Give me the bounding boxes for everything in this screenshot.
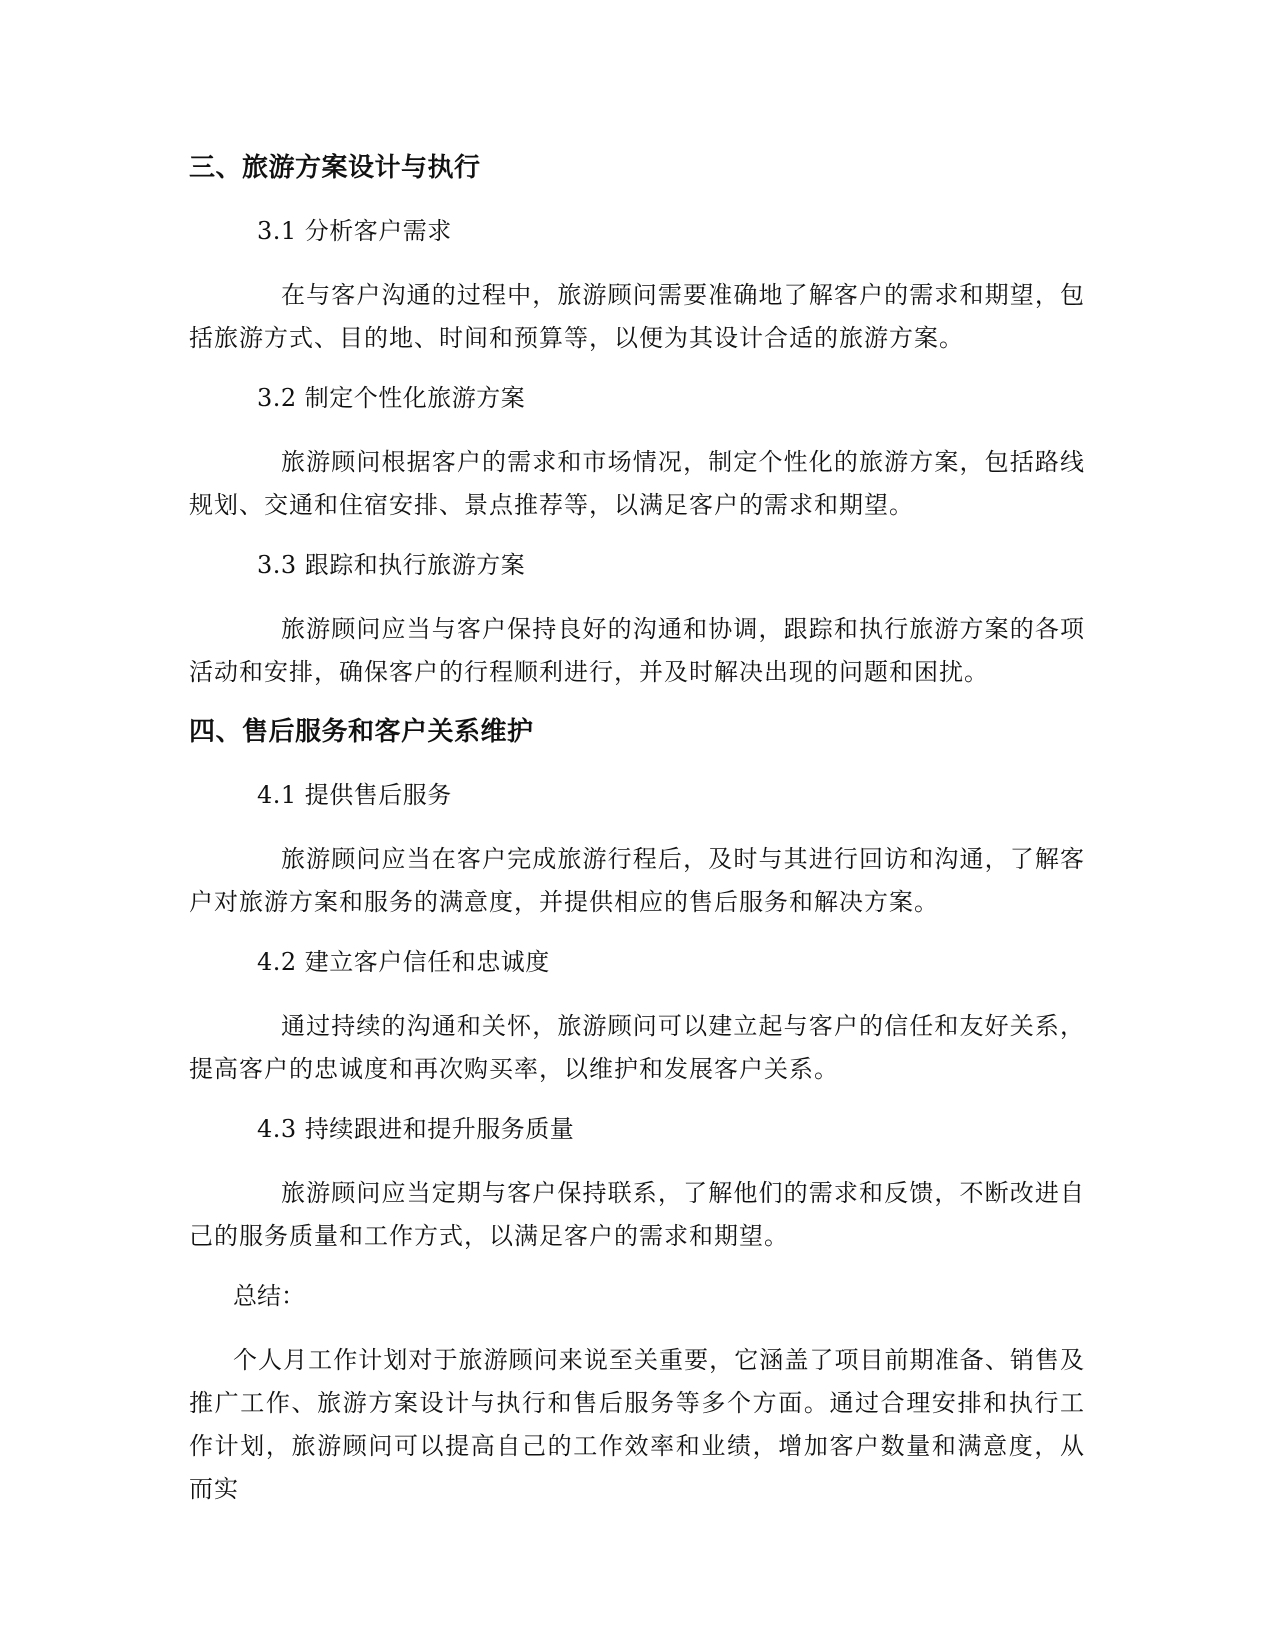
paragraph-3-1: 在与客户沟通的过程中，旅游顾问需要准确地了解客户的需求和期望，包括旅游方式、目的地、时间和预算等，以便为其设计合适的旅游方案。 xyxy=(189,281,1085,352)
summary-label: 总结： xyxy=(233,1282,305,1310)
subheading-4-2: 4.2 建立客户信任和忠诚度 xyxy=(257,948,550,976)
subheading-4-1: 4.1 提供售后服务 xyxy=(257,781,452,809)
section-heading-4: 四、售后服务和客户关系维护 xyxy=(189,717,534,747)
paragraph-4-3: 旅游顾问应当定期与客户保持联系，了解他们的需求和反馈，不断改进自己的服务质量和工作方式，以满足客户的需求和期望。 xyxy=(189,1179,1085,1250)
document-body xyxy=(189,150,1085,1511)
section-heading-3: 三、旅游方案设计与执行 xyxy=(189,153,481,183)
subheading-3-1: 3.1 分析客户需求 xyxy=(257,217,452,245)
paragraph-3-2: 旅游顾问根据客户的需求和市场情况，制定个性化的旅游方案，包括路线规划、交通和住宿安排、景点推荐等，以满足客户的需求和期望。 xyxy=(189,448,1085,519)
subheading-3-3: 3.3 跟踪和执行旅游方案 xyxy=(257,551,526,579)
paragraph-4-2: 通过持续的沟通和关怀，旅游顾问可以建立起与客户的信任和友好关系，提高客户的忠诚度和再次购买率，以维护和发展客户关系。 xyxy=(189,1012,1085,1083)
paragraph-3-3: 旅游顾问应当与客户保持良好的沟通和协调，跟踪和执行旅游方案的各项活动和安排，确保客户的行程顺利进行，并及时解决出现的问题和困扰。 xyxy=(189,615,1085,686)
paragraph-4-1: 旅游顾问应当在客户完成旅游行程后，及时与其进行回访和沟通，了解客户对旅游方案和服务的满意度，并提供相应的售后服务和解决方案。 xyxy=(189,845,1085,916)
subheading-3-2: 3.2 制定个性化旅游方案 xyxy=(257,384,526,412)
subheading-4-3: 4.3 持续跟进和提升服务质量 xyxy=(257,1115,575,1143)
summary-paragraph: 个人月工作计划对于旅游顾问来说至关重要，它涵盖了项目前期准备、销售及推广工作、旅游方案设计与执行和售后服务等多个方面。通过合理安排和执行工作计划，旅游顾问可以提高自己的工作效率和业绩，增加客户数量和满意度，从而实 xyxy=(189,1346,1085,1503)
